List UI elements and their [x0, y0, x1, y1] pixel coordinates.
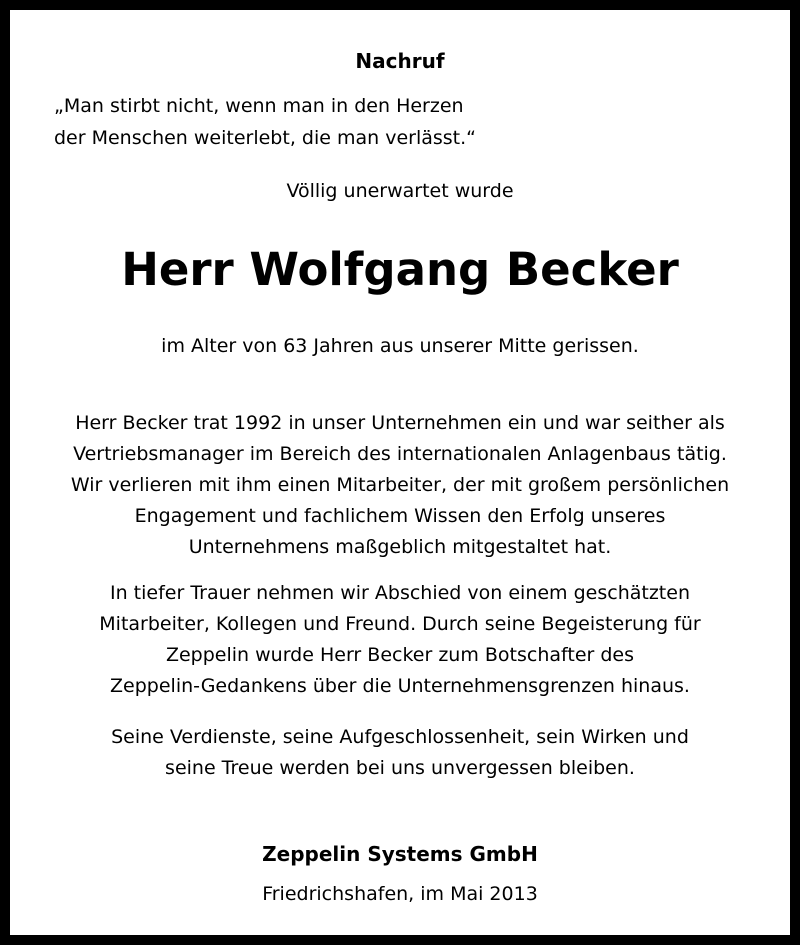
deceased-name: Herr Wolfgang Becker	[121, 243, 679, 296]
paragraph-line: Vertriebsmanager im Bereich des internationalen Anlagenbaus tätig.	[73, 443, 727, 465]
quote-line: der Menschen weiterlebt, die man verlässt.“	[54, 127, 476, 149]
paragraph-mourning	[10, 578, 790, 702]
intro-line: Völlig unerwartet wurde	[286, 180, 514, 202]
paragraph-line: seine Treue werden bei uns unvergessen bleiben.	[165, 757, 635, 779]
place-date: Friedrichshafen, im Mai 2013	[262, 883, 538, 905]
notice-heading: Nachruf	[355, 49, 445, 73]
paragraph-remembrance	[10, 722, 790, 784]
paragraph-line: In tiefer Trauer nehmen wir Abschied von einem geschätzten	[109, 582, 690, 604]
paragraph-line: Engagement und fachlichem Wissen den Erfolg unseres	[134, 505, 666, 527]
age-line: im Alter von 63 Jahren aus unserer Mitte gerissen.	[161, 335, 639, 357]
paragraph-line: Zeppelin-Gedankens über die Unternehmensgrenzen hinaus.	[110, 675, 690, 697]
paragraph-career	[10, 408, 790, 563]
paragraph-line: Mitarbeiter, Kollegen und Freund. Durch seine Begeisterung für	[99, 613, 701, 635]
paragraph-line: Herr Becker trat 1992 in unser Unternehmen ein und war seither als	[75, 412, 725, 434]
paragraph-line: Unternehmens maßgeblich mitgestaltet hat.	[188, 536, 612, 558]
paragraph-line: Seine Verdienste, seine Aufgeschlossenheit, sein Wirken und	[111, 726, 689, 748]
company-name: Zeppelin Systems GmbH	[262, 842, 538, 866]
paragraph-line: Wir verlieren mit ihm einen Mitarbeiter, der mit großem persönlichen	[70, 474, 730, 496]
paragraph-line: Zeppelin wurde Herr Becker zum Botschafter des	[165, 644, 635, 666]
quote-line: „Man stirbt nicht, wenn man in den Herzen	[54, 95, 464, 117]
memorial-quote	[54, 90, 476, 154]
